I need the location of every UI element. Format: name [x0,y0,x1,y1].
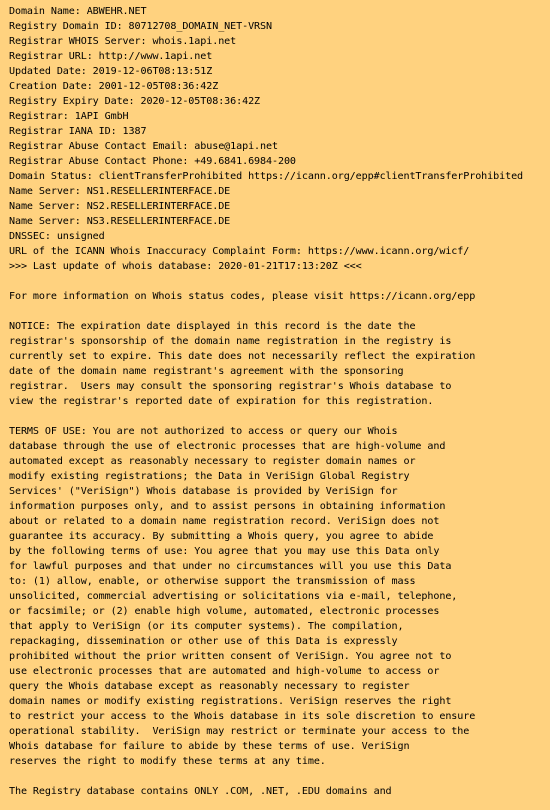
whois-line: Registry Expiry Date: 2020-12-05T08:36:42Z [9,96,261,107]
whois-line: Domain Name: ABWEHR.NET [9,6,147,17]
whois-line: domain names or modify existing registrations. VeriSign reserves the right [9,696,452,707]
blank-line [9,304,550,319]
whois-line: Registrar WHOIS Server: whois.1api.net [9,36,237,47]
whois-line: Name Server: NS1.RESELLERINTERFACE.DE [9,186,231,197]
whois-line: Name Server: NS3.RESELLERINTERFACE.DE [9,216,231,227]
whois-line: URL of the ICANN Whois Inaccuracy Complaint Form: https://www.icann.org/wicf/ [9,246,470,257]
whois-line: use electronic processes that are automated and high-volume to access or [9,666,440,677]
whois-line: or facsimile; or (2) enable high volume, automated, electronic processes [9,606,440,617]
whois-line: prohibited without the prior written consent of VeriSign. You agree not to [9,651,452,662]
whois-line: Services' ("VeriSign") Whois database is provided by VeriSign for [9,486,398,497]
whois-line: Registrar URL: http://www.1api.net [9,51,213,62]
whois-line: unsolicited, commercial advertising or solicitations via e-mail, telephone, [9,591,458,602]
whois-line: Registry Domain ID: 80712708_DOMAIN_NET-VRSN [9,21,272,32]
whois-line: about or related to a domain name registration record. VeriSign does not [9,516,440,527]
whois-line: reserves the right to modify these terms at any time. [9,756,326,767]
whois-line: operational stability. VeriSign may restrict or terminate your access to the [9,726,470,737]
whois-line: Updated Date: 2019-12-06T08:13:51Z [9,66,213,77]
whois-line: Domain Status: clientTransferProhibited https://icann.org/epp#clientTransferProhibited [9,171,524,182]
whois-line: currently set to expire. This date does not necessarily reflect the expiration [9,351,476,362]
blank-line [9,409,550,424]
whois-line: to restrict your access to the Whois database in its sole discretion to ensure [9,711,476,722]
whois-line: Registrar Abuse Contact Phone: +49.6841.6984-200 [9,156,296,167]
whois-line: NOTICE: The expiration date displayed in this record is the date the [9,321,416,332]
whois-line: registrar. Users may consult the sponsoring registrar's Whois database to [9,381,452,392]
blank-line [9,274,550,289]
whois-line: TERMS OF USE: You are not authorized to access or query our Whois [9,426,398,437]
whois-line: guarantee its accuracy. By submitting a Whois query, you agree to abide [9,531,434,542]
whois-line: by the following terms of use: You agree that you may use this Data only [9,546,440,557]
whois-line: For more information on Whois status codes, please visit https://icann.org/epp [9,291,476,302]
whois-line: query the Whois database except as reasonably necessary to register [9,681,410,692]
whois-line: repackaging, dissemination or other use of this Data is expressly [9,636,398,647]
whois-line: date of the domain name registrant's agreement with the sponsoring [9,366,404,377]
whois-line: Registrar: 1API GmbH [9,111,129,122]
whois-line: that apply to VeriSign (or its computer systems). The compilation, [9,621,404,632]
whois-line: Name Server: NS2.RESELLERINTERFACE.DE [9,201,231,212]
blank-line [9,769,550,784]
whois-line: view the registrar's reported date of expiration for this registration. [9,396,434,407]
whois-line: modify existing registrations; the Data in VeriSign Global Registry [9,471,410,482]
whois-line: Registrar Abuse Contact Email: abuse@1api.net [9,141,278,152]
whois-line: database through the use of electronic processes that are high-volume and [9,441,446,452]
whois-line: registrar's sponsorship of the domain name registration in the registry is [9,336,452,347]
whois-line: Registrar IANA ID: 1387 [9,126,147,137]
whois-line: The Registry database contains ONLY .COM, .NET, .EDU domains and [9,786,392,797]
whois-line: Whois database for failure to abide by these terms of use. VeriSign [9,741,410,752]
whois-line: DNSSEC: unsigned [9,231,105,242]
whois-line: Creation Date: 2001-12-05T08:36:42Z [9,81,219,92]
whois-line: >>> Last update of whois database: 2020-01-21T17:13:20Z <<< [9,261,362,272]
whois-line: to: (1) allow, enable, or otherwise support the transmission of mass [9,576,416,587]
whois-line: automated except as reasonably necessary to register domain names or [9,456,416,467]
whois-line: information purposes only, and to assist persons in obtaining information [9,501,446,512]
whois-line: for lawful purposes and that under no circumstances will you use this Data [9,561,452,572]
